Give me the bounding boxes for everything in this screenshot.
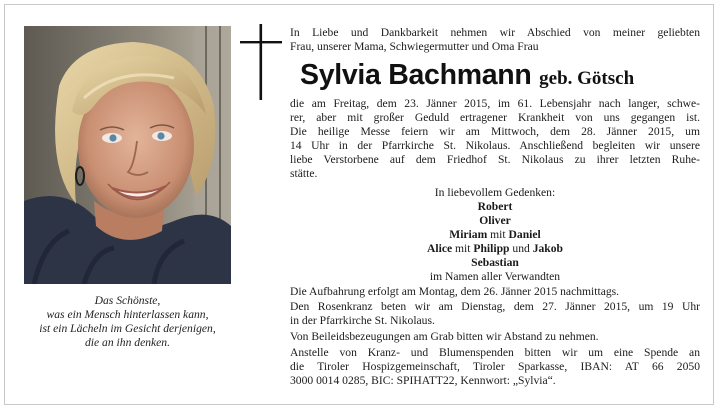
mourner-jakob: Jakob bbox=[532, 242, 563, 255]
mourner-robert: Robert bbox=[477, 200, 513, 213]
notice-line: Die Aufbahrung erfolgt am Montag, dem 26. Jänner 2015 nachmittags. bbox=[290, 285, 620, 298]
mourner-alice: Alice bbox=[427, 242, 453, 255]
mourner-miriam-line bbox=[290, 228, 700, 242]
body-line: liebe Verstorbene auf dem Friedhof St. Nikolaus zu ihrer letzten Ruhe- bbox=[290, 153, 700, 166]
quote-line: Das Schönste, bbox=[94, 294, 161, 307]
cross-icon bbox=[240, 24, 282, 100]
mourner-sebastian: Sebastian bbox=[471, 256, 519, 269]
mourners-heading: In liebevollem Gedenken: bbox=[434, 186, 556, 199]
mourner-alice-line bbox=[290, 242, 700, 256]
mourners-footer: im Namen aller Verwandten bbox=[429, 270, 561, 283]
body-line: stätte. bbox=[290, 167, 318, 180]
deceased-name bbox=[300, 60, 710, 94]
notice-line: Von Beileidsbezeugungen am Grab bitten wir Abstand zu nehmen. bbox=[290, 330, 599, 343]
body-line: Die heilige Messe feiern wir am Mittwoch, dem 28. Jänner 2015, um bbox=[290, 125, 700, 138]
deceased-full-name: Sylvia Bachmann bbox=[300, 59, 532, 91]
notice-line: Den Rosenkranz beten wir am Dienstag, dem 27. Jänner 2015, um 19 Uhr bbox=[290, 300, 700, 313]
connector-text: und bbox=[512, 242, 530, 255]
intro-line: Frau, unserer Mama, Schwiegermutter und Oma Frau bbox=[290, 40, 539, 53]
memorial-quote bbox=[24, 294, 231, 350]
mourner-miriam: Miriam bbox=[449, 228, 488, 241]
quote-line: ist ein Lächeln im Gesicht derjenigen, bbox=[39, 322, 216, 335]
portrait-photo bbox=[24, 26, 231, 284]
notice-line: die Tiroler Hospizgemeinschaft, Tiroler Sparkasse, IBAN: AT 66 2050 bbox=[290, 360, 700, 373]
body-line: die am Freitag, dem 23. Jänner 2015, im 61. Lebensjahr nach langer, schwe- bbox=[290, 97, 700, 110]
mourner-oliver: Oliver bbox=[479, 214, 511, 227]
mourner-philipp: Philipp bbox=[473, 242, 510, 255]
mourner-daniel: Daniel bbox=[508, 228, 541, 241]
maiden-name: geb. Götsch bbox=[539, 68, 635, 89]
notice-line: in der Pfarrkirche St. Nikolaus. bbox=[290, 314, 435, 327]
connector-text: mit bbox=[490, 228, 506, 241]
connector-text: mit bbox=[455, 242, 471, 255]
body-line: rer, aber mit großer Geduld ertragener Krankheit von uns gegangen ist. bbox=[290, 111, 700, 124]
notice-line: 3000 0014 0285, BIC: SPIHATT22, Kennwort: „Sylvia“. bbox=[290, 374, 556, 387]
intro-line: In Liebe und Dankbarkeit nehmen wir Abschied von meiner geliebten bbox=[290, 26, 700, 39]
body-line: 14 Uhr in der Pfarrkirche St. Nikolaus. Anschließend begleiten wir unsere bbox=[290, 139, 700, 152]
quote-line: was ein Mensch hinterlassen kann, bbox=[46, 308, 209, 321]
notice-line: Anstelle von Kranz- und Blumenspenden bitten wir um eine Spende an bbox=[290, 346, 700, 359]
quote-line: die an ihn denken. bbox=[85, 336, 170, 349]
